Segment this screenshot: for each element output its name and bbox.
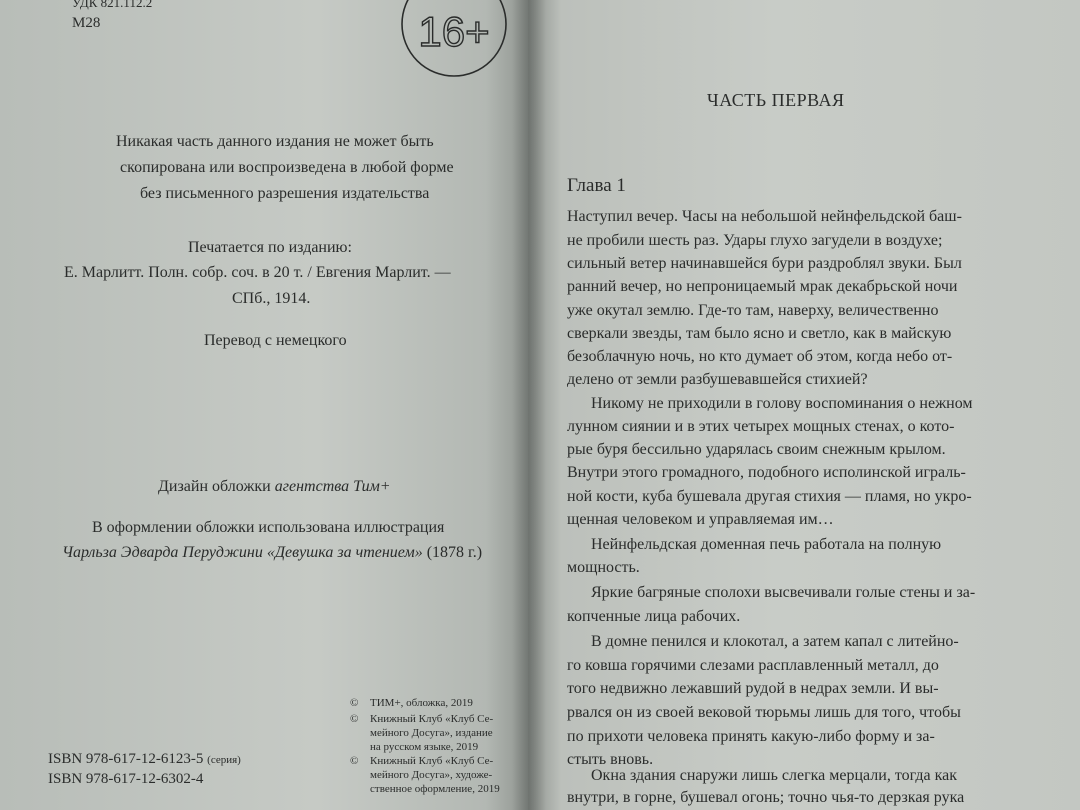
printed-from-line-1: Печатается по изданию: <box>188 239 352 256</box>
cover-design-prefix: Дизайн обложки <box>158 478 275 495</box>
text-line: по прихоти человека принять какую-либо форму и за- <box>567 728 935 745</box>
copyright-notice-line-2: скопирована или воспроизведена в любой форме <box>120 159 454 176</box>
text-line: Никому не приходили в голову воспоминания о нежном <box>591 395 973 412</box>
text-line: копченные лица рабочих. <box>567 608 741 625</box>
text-line: Нейнфельдская доменная печь работала на полную <box>591 536 942 553</box>
age-rating-badge <box>398 0 510 80</box>
copyright-notice-line-3: без письменного разрешения издательства <box>140 185 430 202</box>
copyright-sym-5: © <box>350 755 359 767</box>
text-line: сверкали звезды, там было ясно и светло, как в майскую <box>567 325 952 342</box>
text-line: сильный ветер начинавшейся бури раздроблял звуки. Был <box>567 255 962 272</box>
text-line: внутри, в горне, бушевал огонь; точно чья-то дерзкая рука <box>567 789 965 806</box>
text-line: В домне пенился и клокотал, а затем капал с литейно- <box>591 633 959 650</box>
text-line: щенная человеком и управляемая им… <box>567 511 834 528</box>
chapter-title: Глава 1 <box>567 175 626 196</box>
illustration-artist-title: Чарльза Эдварда Перуджини «Девушка за чтением» <box>62 544 423 561</box>
isbn-series-number: ISBN 978-617-12-6123-5 <box>48 751 204 767</box>
copyright-text-4: на русском языке, 2019 <box>370 741 479 753</box>
text-line: Внутри этого громадного, подобного исполинской играль- <box>567 464 966 481</box>
udk-code: УДК 821.112.2 <box>72 0 153 10</box>
printed-from-line-3: СПб., 1914. <box>232 290 311 307</box>
author-code: М28 <box>72 15 101 31</box>
copyright-notice-line-1: Никакая часть данного издания не может быть <box>116 133 434 150</box>
text-line: ной кости, куба бушевала другая стихия — пламя, но укро- <box>567 488 972 505</box>
isbn-series <box>48 752 241 767</box>
illustration-line-1: В оформлении обложки использована иллюстрация <box>92 519 445 536</box>
illustration-line-2 <box>62 545 482 561</box>
isbn-series-note: (серия) <box>207 754 241 766</box>
copyright-text-3: мейного Досуга», издание <box>370 727 493 739</box>
copyright-text-1: ТИМ+, обложка, 2019 <box>370 697 473 709</box>
text-line: Яркие багряные сполохи высвечивали голые стены и за- <box>591 584 976 601</box>
printed-from-line-2: Е. Марлитт. Полн. собр. соч. в 20 т. / Евгения Марлит. — <box>64 264 451 281</box>
copyright-text-5: Книжный Клуб «Клуб Се- <box>370 755 494 767</box>
illustration-year: (1878 г.) <box>422 544 483 561</box>
text-line: не пробили шесть раз. Удары глухо загудели в воздухе; <box>567 232 943 249</box>
copyright-text-6: мейного Досуга», художе- <box>370 769 493 781</box>
cover-design-line <box>158 479 391 495</box>
text-line: делено от земли разбушевавшейся стихией? <box>567 371 868 388</box>
text-line: лунном сиянии и в этих четырех мощных стенах, о кото- <box>567 418 955 435</box>
text-line: того недвижно лежавший рудой в недрах земли. И вы- <box>567 680 939 697</box>
text-line: го ковша горячими слезами расплавленный металл, до <box>567 657 939 674</box>
copyright-text-7: ственное оформление, 2019 <box>370 783 500 795</box>
part-title: ЧАСТЬ ПЕРВАЯ <box>707 90 845 110</box>
text-line: Окна здания снаружи лишь слегка мерцали, тогда как <box>591 767 958 784</box>
text-line: уже окутал землю. Где-то там, наверху, величественно <box>567 302 939 319</box>
text-line: рые буря бессильно ударялась своим снежным крылом. <box>567 441 946 458</box>
text-line: рвался он из своей вековой тюрьмы лишь для того, чтобы <box>567 704 961 721</box>
copyright-sym-2: © <box>350 713 359 725</box>
text-line: стыть вновь. <box>567 751 654 768</box>
text-line: безоблачную ночь, но кто думает об этом, когда небо от- <box>567 348 953 365</box>
age-rating-label: 16+ <box>418 8 490 55</box>
text-line: Наступил вечер. Часы на небольшой нейнфельдской баш- <box>567 208 962 225</box>
translation-note: Перевод с немецкого <box>204 332 347 349</box>
text-line: мощность. <box>567 559 640 576</box>
text-line: ранний вечер, но непроницаемый мрак декабрьской ночи <box>567 278 958 295</box>
cover-design-agency: агентства Тим+ <box>274 478 391 495</box>
copyright-text-2: Книжный Клуб «Клуб Се- <box>370 713 494 725</box>
isbn-book: ISBN 978-617-12-6302-4 <box>48 771 204 787</box>
copyright-sym-1: © <box>350 697 359 709</box>
